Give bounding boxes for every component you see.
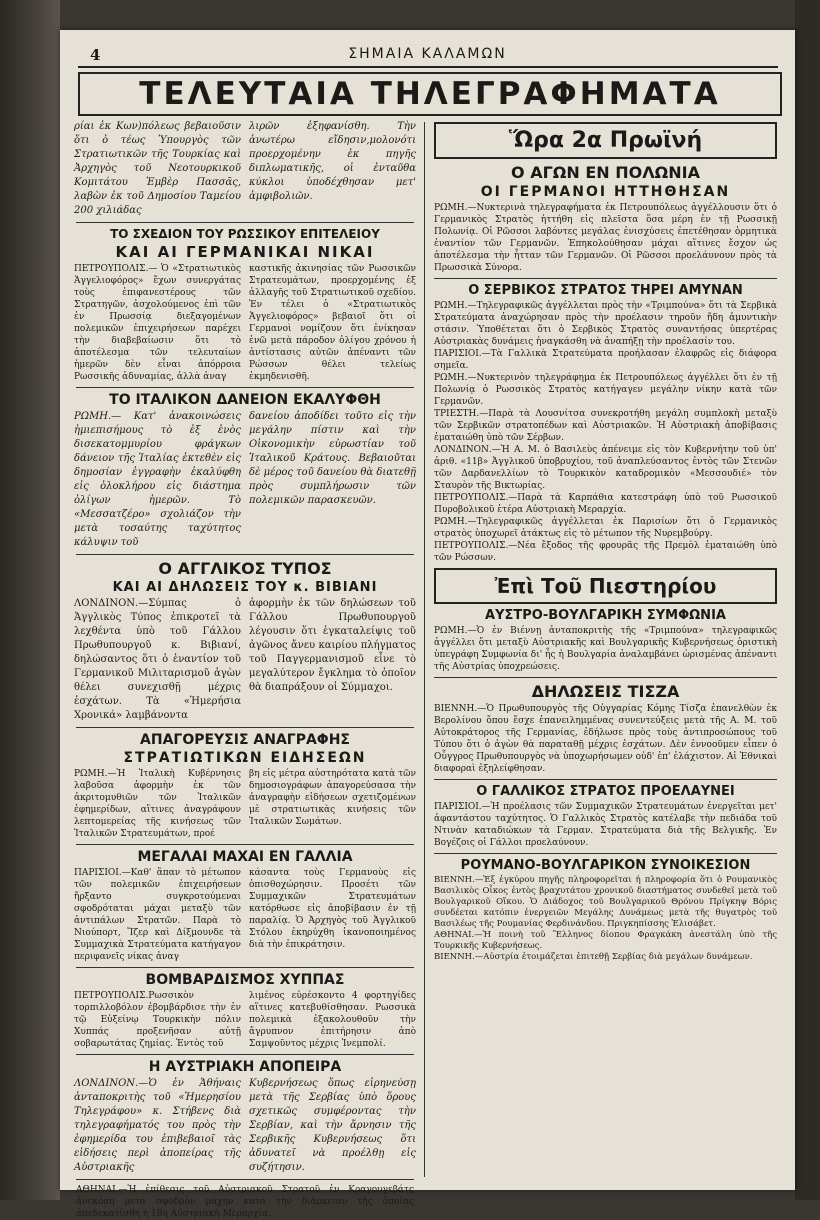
heading: ΔΗΛΩΣΕΙΣ ΤΙΣΖΑ [531,682,680,701]
article-text: ΠΕΤΡΟΥΠΟΛΙΣ.Ρωσσικὸν τορπιλλοβόλον ἐβομβάρδισε τὴν ἐν τῷ Εὐξείνῳ Τουρκικὴν πόλιν Χυππάς προξενῆσαν αὐτῇ σοβαρωτάτας ζημίας. Ἐντὸς τοῦ [74,991,241,1049]
article-text: ΒΙΕΝΝΗ.—Αὐστρία ἑτοιμάζεται ἐπιτεθῇ Σερβίας διὰ μεγάλων δυνάμεων. [434,952,753,962]
heading: Ο ΓΑΛΛΙΚΟΣ ΣΤΡΑΤΟΣ ΠΡΟΕΛΑΥΝΕΙ [476,784,735,799]
heading: ΑΠΑΓΟΡΕΥΣΙΣ ΑΝΑΓΡΑΦΗΣ [140,732,350,748]
article [74,990,416,1050]
heading: Ο ΑΓΓΛΙΚΟΣ ΤΥΠΟΣ [158,559,332,578]
article-text: ἀφορμὴν ἐκ τῶν δηλώσεων τοῦ Γάλλου Πρωθυπουργοῦ λέγουσιν ὅτι ἐγκαταλείψις τοῦ ἀγῶνος ἄνευ καιρίου πλήγματος τοῦ Παγγερμανισμοῦ εἶνε τὸ μεγαλύτερον ἔγκλημα τὸ ὁποῖον θὰ διαπράξουν οἱ Σύμμαχοι. [249,598,416,693]
article-text: κάσαντα τοὺς Γερμανοὺς εἰς ὀπισθοχώρησιν. Προσέτι τῶν Συμμαχικῶν Στρατευμάτων κατόρθωσε εἰς ἀποβίβασιν ἐν τῇ παραλίᾳ. Ὁ Ἀρχηγὸς τοῦ Ἀγγλικοῦ Στόλου ἐκηρύχθη ἱκανοποιημένος διὰ τὴν ἐπικράτησιν. [249,868,416,950]
intro-text-a: ρίαι ἐκ Κων)πόλεως βεβαιοῦσιν ὅτι ὁ τέως Ὑπουργὸς τῶν Στρατιωτικῶν τῆς Τουρκίας καὶ Ἀρχηγὸς τοῦ Νεοτουρκικοῦ Κομιτάτου Ἐμβὲρ Πασσᾶς, λαβὼν ἐκ τοῦ Δημοσίου Ταμείου 200 χιλιάδας [74,121,241,216]
article-text: ΒΙΕΝΝΗ.—Ἐξ ἐγκύρου πηγῆς πληροφορεῖται ἡ πληροφορία ὅτι ὁ Ρουμανικὸς Βασιλικὸς Οἶκος ἐντὸς βραχυτάτου χρονικοῦ διαστήματος συνδεθεῖ μετὰ τοῦ Βουλγαρικοῦ Οἴκου. Ὁ Διάδοχος τοῦ Βουλγαρικοῦ Θρόνου Πρίγκηψ Βόρις συνδέεται κατόπιν ἐνεργειῶν Μεγάλης Δυνάμεως μετὰ τῆς θυγατρὸς τοῦ Βασιλέως τῆς Ρουμανίας Φερδινάνδου. Πριγκηπίσσης Ἐλισάβετ. [434,875,777,929]
article [74,597,416,723]
article-text: ΑΘΗΝΑΙ.—Ἡ ἐπίθεσις τοῦ Αὐστριακοῦ Στρατοῦ ἐν Κραγουγεβάτς ἀνεκόπη μετὰ σφοδρὸν μάχην κατὰ τὴν διάρκειαν τῆς ὁποίας ἀπεδεκατίσθη ἡ 18η Αὐστριακὴ Μεραρχία. [76,1185,414,1219]
heading: Ο ΣΕΡΒΙΚΟΣ ΣΤΡΑΤΟΣ ΤΗΡΕΙ ΑΜΥΝΑΝ [468,283,743,298]
article-text: Κυβερνήσεως ὅπως εἰρηνεύσῃ μετὰ τῆς Σερβίας ὑπὸ ὅρους σχετικῶς συμφέροντας τὴν Σερβίαν, καὶ τὴν ἄρνησιν τῆς Σερβικῆς Κυβερνήσεως ὅτι ἀδυνατεῖ νὰ προέλθῃ εἰς συζήτησιν. [249,1078,416,1173]
heading: ΣΤΡΑΤΙΩΤΙΚΩΝ ΕΙΔΗΣΕΩΝ [123,750,367,766]
heading: ΑΥΣΤΡΟ-ΒΟΥΛΓΑΡΙΚΗ ΣΥΜΦΩΝΙΑ [485,608,726,623]
article-text: ΛΟΝΔΙΝΟΝ.—Ὁ ἐν Ἀθήναις ἀνταποκριτὴς τοῦ «Ἡμερησίου Τηλεγράφου» κ. Στήβενς διὰ τηλεγραφήματός του πρὸς τὴν ἐφημερίδα του ἐπιβεβαιοῖ τὰς εἰδήσεις περὶ ἀποπείρας τῆς Αὐστριακῆς [74,1078,241,1173]
separator [76,1054,414,1055]
heading: ΟΙ ΓΕΡΜΑΝΟΙ ΗΤΤΗΘΗΣΑΝ [480,184,731,200]
article-text: δανείου ἀποδίδει τοῦτο εἰς τὴν μεγάλην πίστιν καὶ τὴν Οἰκονομικὴν εὐρωστίαν τοῦ Ἰταλικοῦ Κράτους. Βεβαιοῦται δὲ μέρος τοῦ δανείου θὰ διατεθῇ πρὸς συμπλήρωσιν τῶν πολεμικῶν παρασκευῶν. [249,411,416,506]
page-number: 4 [90,46,101,64]
article-text: ΠΕΤΡΟΥΠΟΛΙΣ.— Ὁ «Στρατιωτικὸς Ἀγγελιοφόρος» ἔχων συνεργάτας τοὺς ἐπιφανεστέρους τῶν Στρατηγῶν, ἀσχολούμενος ἐπὶ τῶν ἐν Πρωσσίᾳ διεξαγομένων πολεμικῶν ἐπιχειρήσεων παρέχει τὴν διαβεβαίωσιν ὅτι τὸ ἀποτέλεσμα τῶν τελευταίων ἡμερῶν δὲν εἶναι ἀπόρροια Ρωσσικῆς ἀδυναμίας, ἀλλὰ ἀναγ [74,264,241,382]
article-text: ΡΩΜΗ.—Ἡ Ἰταλικὴ Κυβέρνησις λαβοῦσα ἀφορμὴν ἐκ τῶν ἀκριτομυθιῶν τῶν Ἰταλικῶν ἐφημερίδων, αἵτινες ἀναγράφουν λεπτομερείας τῆς κινήσεως τῶν Ἰταλικῶν Στρατευμάτων, προέ [74,769,241,839]
article-text: ΡΩΜΗ.—Τηλεγραφικῶς ἀγγέλλεται πρὸς τὴν «Τριμπούνα» ὅτι τὰ Σερβικὰ Στρατεύματα ἀναχώρησαν πρὸς τὴν προέλασιν τηροῦν ἤδη ἀμυντικὴν στάσιν. Ὑποθέτεται ὅτι ὁ Σερβικὸς Στρατὸς συναντήσας ὑπερτέρας Αὐστριακὰς δυνάμεις ἠναγκάσθη νὰ ἀναπήξῃ τὴν προέλασίν του. [434,301,777,347]
separator [76,967,414,968]
intro-article [74,120,416,218]
heading: Ο ΑΓΩΝ ΕΝ ΠΟΛΩΝΙΑ [511,163,700,182]
separator [434,779,777,780]
article [74,410,416,550]
separator [434,677,777,678]
paper-title: ΣΗΜΑΙΑ ΚΑΛΑΜΩΝ [348,46,507,62]
article-text: ΛΟΝΔΙΝΟΝ.—Σύμπας ὁ Ἀγγλικὸς Τύπος ἐπικροτεῖ τὰ λεχθέντα ὑπὸ τοῦ Γάλλου Πρωθυπουργοῦ κ. Βιβιανί, δηλώσαντος ὅτι ὁ ἐναντίον τοῦ Γερμανικοῦ Μιλιταρισμοῦ ἀγὼν θέλει συνεχισθῇ μέχρις ἐσχάτων. Τὰ «Ἡμερήσια Χρονικά» λαμβάνοντα [74,598,241,721]
separator [76,222,414,223]
heading: ΒΟΜΒΑΡΔΙΣΜΟΣ ΧΥΠΠΑΣ [145,972,345,988]
article-text: ΡΩΜΗ.—Τηλεγραφικῶς ἀγγέλλεται ἐκ Παρισίων ὅτι ὁ Γερμανικὸς στρατὸς ὑποχωρεῖ ἀτάκτως εἰς τὸ μέτωπον τῆς Νυρεμβούργ. [434,517,777,539]
newspaper-page [60,30,795,1219]
heading: ΜΕΓΑΛΑΙ ΜΑΧΑΙ ΕΝ ΓΑΛΛΙΑ [137,849,353,865]
article-text: λιμένος εὑρέσκοντο 4 φορτηγίδες αἵτινες κατεβυθίσθησαν. Ρωσσικὰ πολεμικὰ ἐξακολουθοῦν τὴν ἄγρυπνον ἐπιτήρησιν ἀπὸ Σαμψοῦντος μέχρις Ἰνεμπολί. [249,991,416,1049]
article-text: ΒΙΕΝΝΗ.—Ὁ Πρωθυπουργὸς τῆς Οὐγγαρίας Κόμης Τίσζα ἐπανελθὼν ἐκ Βερολίνου ὅπου ἔσχε ἐπανειλημμένας συνεντεύξεις μετὰ τῆς Α. Μ. τοῦ Αὐτοκράτορος τῆς Γερμανίας, ἐδήλωσε πρὸς τοὺς ἀντιπροσώπους τοῦ Τύπου ὅτι ὁ ἀγὼν θὰ παραταθῇ μέχρις ἐσχάτων. Δὲν ἐννοοῦμεν εἶπεν ὁ Οὖγγρος Πρωθυπουργὸς νὰ ὑποχωρήσωμεν οὐδ' ἐπ' ἐλάχιστον. Αἱ Ἑθνικαὶ διαφοραὶ ἐξηλείφθησαν. [434,704,777,774]
heading: ΚΑΙ ΑΙ ΓΕΡΜΑΝΙΚΑΙ ΝΙΚΑΙ [115,243,375,261]
article [74,1077,416,1175]
separator [434,853,777,854]
heading: ΚΑΙ ΑΙ ΔΗΛΩΣΕΙΣ ΤΟΥ κ. ΒΙΒΙΑΝΙ [112,580,378,595]
article-text: ΠΕΤΡΟΥΠΟΛΙΣ.—Παρὰ τὰ Καρπάθια κατεστράφη ὑπὸ τοῦ Ρωσσικοῦ Πυροβολικοῦ ἑτέρα Αὐστριακὴ Μεραρχία. [434,493,777,515]
intro-text-b: λιρῶν ἐξηφανίσθη. Τὴν ἀνωτέρω εἴδησιν,μολονότι προερχομένην ἐκ πηγῆς διπλωματικῆς, οἱ ἐνταῦθα κύκλοι ὑποδέχθησαν μετ' ἀμφιβολιῶν. [249,121,416,202]
right-column [428,118,783,963]
press-box [434,568,777,604]
heading: ΡΟΥΜΑΝΟ-ΒΟΥΛΓΑΡΙΚΟΝ ΣΥΝΟΙΚΕΣΙΟΝ [460,858,751,873]
article-text: ΠΑΡΙΣΙΟΙ.—Τὰ Γαλλικὰ Στρατεύματα προήλασαν ἐλαφρῶς εἰς διάφορα σημεῖα. [434,349,777,371]
book-binding [0,0,60,1200]
article-text: ΑΘΗΝΑΙ.—Ἡ ποινὴ τοῦ Ἕλληνος δίοπου Φραγκάκη ἀνεστάλη ὑπὸ τῆς Τουρκικῆς Κυβερνήσεως. [434,930,777,951]
article [74,263,416,383]
separator [76,727,414,728]
page-header [90,44,765,68]
separator [76,844,414,845]
separator [76,387,414,388]
heading: Η ΑΥΣΤΡΙΑΚΗ ΑΠΟΠΕΙΡΑ [148,1059,342,1075]
left-column [70,120,420,1220]
heading: ΤΟ ΙΤΑΛΙΚΟΝ ΔΑΝΕΙΟΝ ΕΚΑΛΥΦΘΗ [109,392,381,408]
article-text: ΡΩΜΗ.—Νυκτερινὸν τηλεγράφημα ἐκ Πετρουπόλεως ἀγγέλλει ὅτι ἐν τῇ Πολωνίᾳ ὁ Ρωσσικὸς Στρατὸς κατήγαγεν μεγάλην νίκην κατὰ τῶν Γερμανῶν. [434,373,777,407]
separator [76,1179,414,1180]
article [74,768,416,840]
column-divider [424,122,425,1177]
article-text: ΠΕΤΡΟΥΠΟΛΙΣ.—Νέα ἔξοδος τῆς φρουρᾶς τῆς Πρεμὸλ ἐματαιώθη ὑπὸ τῶν Ρώσσων. [434,541,777,563]
time-box-title: Ὥρα 2α Πρωϊνή [508,128,703,153]
separator [434,278,777,279]
article-text: ΡΩΜΗ.—Ὁ ἐν Βιέννῃ ἀνταποκριτὴς τῆς «Τριμπούνα» τηλεγραφικῶς ἀγγέλλει ὅτι μεταξὺ Αὐστριακῆς καὶ Βουλγαρικῆς Κυβερνήσεως ὁριστικὴ ὑπεγράφη Συμφωνία δι' ἧς ἡ Βουλγαρία ἀναλαμβάνει ὡρισμένας ἀπέναντι τῆς Αὐστρίας ὑποχρεώσεις. [434,626,777,672]
article-text: ΤΡΙΕΣΤΗ.—Παρὰ τὰ Λουσνίτσα συνεκροτήθη μεγάλη συμπλοκὴ μεταξὺ τῶν Σερβικῶν στρατοπέδων καὶ Αὐστριακῶν. Ἡ Αὐστριακὴ ἀποβίβασις ἐματαιώθη ὑπὸ τῶν Σέρβων. [434,409,777,443]
article-text: ΡΩΜΗ.—Νυκτερινὰ τηλεγραφήματα ἐκ Πετρουπόλεως ἀγγέλλουσιν ὅτι ὁ Γερμανικὸς Στρατὸς ἡττήθη εἰς πλεῖστα ὅσα μέρη ἐν τῇ Ρωσσικῇ Πολωνίᾳ. Οἱ Ρῶσσοι λαβόντες μεγάλας ἐνισχύσεις ἐπετέθησαν ὁρμητικὰ ἐναντίον τῶν Γερμανῶν. Ἐπηκολούθησαν μάχαι αἵτινες ἔσχον ὡς ἀποτέλεσμα τὴν ἧτταν τῶν Γερμανῶν. Οἱ Ρῶσσοι προελάυνουν πρὸς τὰ Πρωσσικὰ Σύνορα. [434,203,777,273]
header-rule [78,66,778,68]
time-box [434,122,777,159]
heading: ΤΟ ΣΧΕΔΙΟΝ ΤΟΥ ΡΩΣΣΙΚΟΥ ΕΠΙΤΕΛΕΙΟΥ [110,227,380,241]
banner-title: ΤΕΛΕΥΤΑΙΑ ΤΗΛΕΓΡΑΦΗΜΑΤΑ [78,72,782,116]
article-text: ΠΑΡΙΣΙΟΙ.—Ἡ προέλασις τῶν Συμμαχικῶν Στρατευμάτων ἐνεργεῖται μετ' ἀφαντάστου ταχύτητος. Ὁ Γαλλικὸς Στρατὸς κατέλαβε τὴν πεδιάδα τοῦ Ντινὰν καταδιώκων τὰ Γερμαν. Στρατεύματα διὰ τῆς Βελγικῆς. Ἐν Βογέζοις οἱ Γάλλοι προελαύνουν. [434,802,777,848]
article [74,867,416,963]
article-text: ΠΑΡΙΣΙΟΙ.—Καθ' ἅπαν τὸ μέτωπον τῶν πολεμικῶν ἐπιχειρήσεων ἤρξαντο συγκροτούμεναι σφοδρόταται μάχαι μεταξὺ τῶν ἀντιπάλων Στρατῶν. Παρὰ τὸ Νιούπορτ, Ἴζερ καὶ Δίξμουνδε τὰ Συμμαχικὰ Στρατεύματα κατήγαγον περιφανεῖς νίκας ἀναγ [74,868,241,962]
article-text: ΡΩΜΗ.— Κατ' ἀνακοινώσεις ἡμιεπισήμους τὸ ἐξ ἑνὸς δισεκατομμυρίου φράγκων δάνειον τῆς Ἰταλίας ἐκτεθὲν εἰς δημοσίαν ἐγγραφὴν ἐκαλύφθη εἰς ὁλοκλήρου εἰς διάστημα ὀλίγων ἡμερῶν. Τὸ «Μεσσατζέρο» σχολιάζον τὴν μετὰ τοσαύτης ταχύτητος κάλυψιν τοῦ [74,411,241,548]
article-text: ΛΟΝΔΙΝΟΝ.—Ἡ Α. Μ. ὁ Βασιλεὺς ἀπένειμε εἰς τὸν Κυβερνήτην τοῦ ὑπ' ἀριθ. «11β» Ἀγγλικοῦ ὑποβρυχίου, τοῦ ἀναπλεύσαντος ἐντὸς τῶν Στενῶν τῶν Δαρδανελλίων τὸ Τουρκικὸν καταδρομικὸν «Μεσσουδιέ» τὸν Σταυρὸν τῆς Βικτωρίας. [434,445,777,491]
separator [76,554,414,555]
article-text: καστικῆς ἀκινησίας τῶν Ρωσσικῶν Στρατευμάτων, προερχομένης ἐξ ἀλλαγῆς τοῦ Στρατιωτικοῦ σχεδίου. Ἐν τέλει ὁ «Στρατιωτικὸς Ἀγγελιοφόρος» βεβαιοῖ ὅτι οἱ Γερμανοὶ νομίζουν ὅτι ἐνίκησαν ἐνῶ μετὰ πάροδον ὀλίγου χρόνου ἡ ἀντίστασις αὐτῶν ἀπέναντι τῶν Ρώσσων θέλει τελείως ἐκμηδενισθῆ. [249,264,416,382]
article-text: βη εἰς μέτρα αὐστηρότατα κατὰ τῶν δημοσιογράφων ἀπαγορεύσασα τὴν ἀναγραφὴν εἰδήσεων σχετιζομένων μὲ στρατιωτικὰς κινήσεις τῶν Ἰταλικῶν Σωμάτων. [249,769,416,827]
press-box-title: Ἐπὶ Τοῦ Πιεστηρίου [494,574,717,598]
page-edge [795,0,820,1200]
